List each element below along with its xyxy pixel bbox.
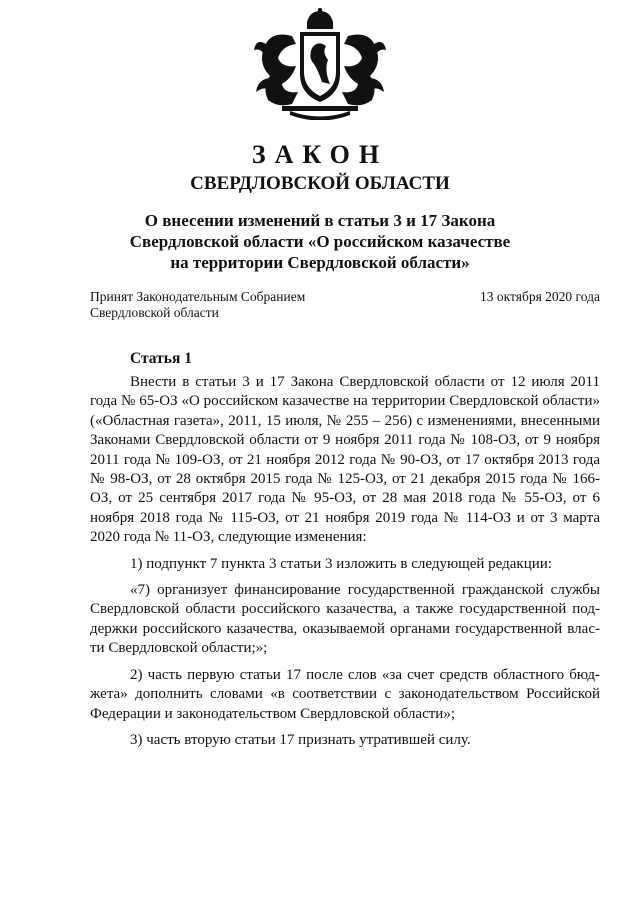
- law-heading: [0, 210, 640, 273]
- right-supporter-icon: [342, 35, 386, 106]
- article-paragraph: 3) часть вторую статьи 17 признать утратившей силу.: [130, 731, 471, 748]
- coat-of-arms-emblem: [252, 8, 388, 120]
- article-paragraph: 1) подпункт 7 пункта 3 статьи 3 изложить в следующей редакции:: [130, 555, 552, 572]
- law-heading-line: на территории Свердловской области»: [170, 253, 470, 272]
- base-ornament-icon: [282, 106, 358, 120]
- article-paragraph: «7) организует финансирование государственной гражданской службы Свердловской области российского казачества, а также государственной поддержки российского казачества, оказываемой органами государственной власти Свердловской области;»;: [90, 582, 600, 657]
- document-title: ЗАКОН: [251, 140, 389, 169]
- adopted-by: [90, 289, 305, 321]
- law-heading-line: Свердловской области «О российском казачестве: [129, 232, 511, 251]
- adopted-date: 13 октября 2020 года: [480, 289, 600, 304]
- adopted-by-line: Принят Законодательным Собранием: [90, 289, 306, 304]
- adopted-by-line: Свердловской области: [90, 305, 219, 320]
- article-title: Статья 1: [130, 350, 192, 367]
- article-body: [90, 373, 600, 750]
- article-paragraph: Внести в статьи 3 и 17 Закона Свердловской области от 12 июля 2011 года № 65-ОЗ «О российском казачестве на территории Свердловской области» («Областная газета», 2011, 15 июля, № 255 – 256) с изменениями, внесенными Законами Свердловской области от 9 ноября 2011 года № 108-ОЗ, от 9 ноября 2011 года № 109-ОЗ, от 21 ноября 2012 года № 90-ОЗ, от 17 октября 2013 года № 98-ОЗ, от 28 октября 2015 года № 125-ОЗ, от 21 декабря 2015 года № 166-ОЗ, от 25 сентября 2017 года № 95-ОЗ, от 28 мая 2018 года № 55-ОЗ, от 6 ноября 2018 года № 115-ОЗ, от 21 ноября 2019 года № 114-ОЗ и от 3 марта 2020 года № 11-ОЗ, следующие изменения:: [90, 374, 600, 546]
- left-supporter-icon: [254, 35, 298, 106]
- law-heading-line: О внесении изменений в статьи 3 и 17 Закона: [144, 211, 496, 230]
- document-region: СВЕРДЛОВСКОЙ ОБЛАСТИ: [190, 173, 450, 194]
- crown-icon: [307, 8, 333, 29]
- article-paragraph: 2) часть первую статьи 17 после слов «за счет средств областного бюджета» дополнить словами «в соответствии с законодательством Российской Федерации и законодательством Свердловской области»;: [90, 666, 600, 722]
- shield-icon: [300, 32, 340, 102]
